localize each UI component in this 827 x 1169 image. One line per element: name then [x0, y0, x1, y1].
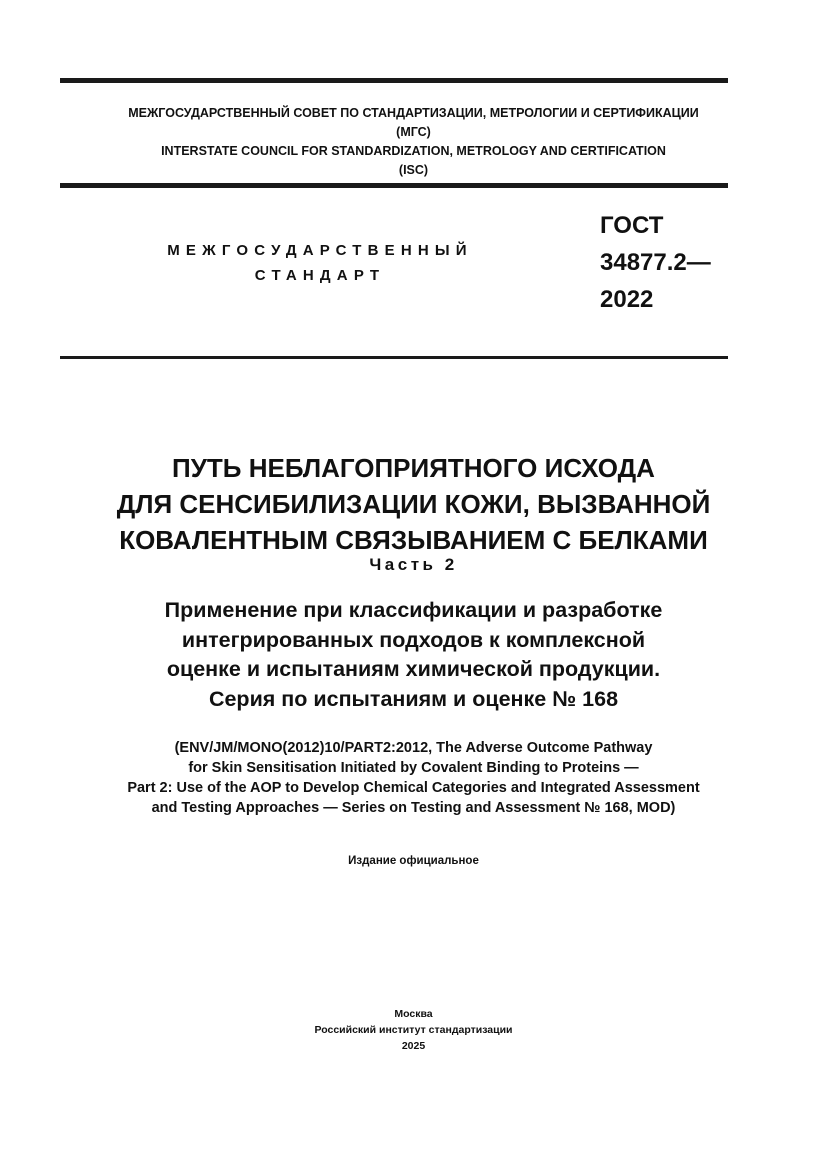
council-name-ru: МЕЖГОСУДАРСТВЕННЫЙ СОВЕТ ПО СТАНДАРТИЗАЦИИ, МЕТРОЛОГИИ И СЕРТИФИКАЦИИ: [128, 106, 699, 120]
publisher-info: [0, 1006, 827, 1054]
title-line: ДЛЯ СЕНСИБИЛИЗАЦИИ КОЖИ, ВЫЗВАННОЙ: [116, 489, 711, 519]
council-rule: [60, 183, 728, 188]
council-abbr-ru: (МГС): [396, 125, 431, 139]
document-subtitle: [0, 596, 827, 714]
subtitle-line: оценке и испытаниям химической продукции.: [166, 657, 661, 681]
council-abbr-en: (ISC): [398, 163, 429, 177]
reference-line: (ENV/JM/MONO(2012)10/PART2:2012, The Adverse Outcome Pathway: [174, 740, 653, 756]
standard-type-line1: МЕЖГОСУДАРСТВЕННЫЙ: [167, 242, 473, 259]
reference-line: and Testing Approaches — Series on Testing and Assessment № 168, MOD): [151, 800, 676, 816]
publisher-city: Москва: [394, 1008, 433, 1020]
title-line: КОВАЛЕНТНЫМ СВЯЗЫВАНИЕМ С БЕЛКАМИ: [119, 525, 708, 555]
standard-designation: [600, 207, 711, 318]
designation-number: 34877.2—: [600, 249, 711, 276]
standard-type: [150, 238, 490, 288]
publisher-institute: Российский институт стандартизации: [314, 1024, 513, 1036]
designation-rule: [60, 356, 728, 359]
subtitle-line: Применение при классификации и разработке: [164, 598, 663, 622]
reference-line: for Skin Sensitisation Initiated by Covalent Binding to Proteins —: [188, 760, 639, 776]
source-reference: [0, 738, 827, 818]
edition-label: Издание официальное: [348, 855, 479, 867]
council-header: [0, 104, 827, 180]
designation-prefix: ГОСТ: [600, 212, 664, 239]
council-name-en: INTERSTATE COUNCIL FOR STANDARDIZATION, METROLOGY AND CERTIFICATION: [161, 144, 666, 158]
standard-type-line2: СТАНДАРТ: [254, 267, 386, 284]
part-label: Часть 2: [369, 555, 458, 574]
document-title: [0, 450, 827, 558]
title-line: ПУТЬ НЕБЛАГОПРИЯТНОГО ИСХОДА: [172, 453, 655, 483]
subtitle-line: интегрированных подходов к комплексной: [181, 627, 646, 652]
reference-line: Part 2: Use of the AOP to Develop Chemical Categories and Integrated Assessment: [127, 780, 700, 796]
designation-year: 2022: [600, 286, 654, 313]
subtitle-line: Серия по испытаниям и оценке № 168: [208, 686, 619, 711]
publisher-year: 2025: [401, 1040, 426, 1052]
top-rule: [60, 78, 728, 83]
